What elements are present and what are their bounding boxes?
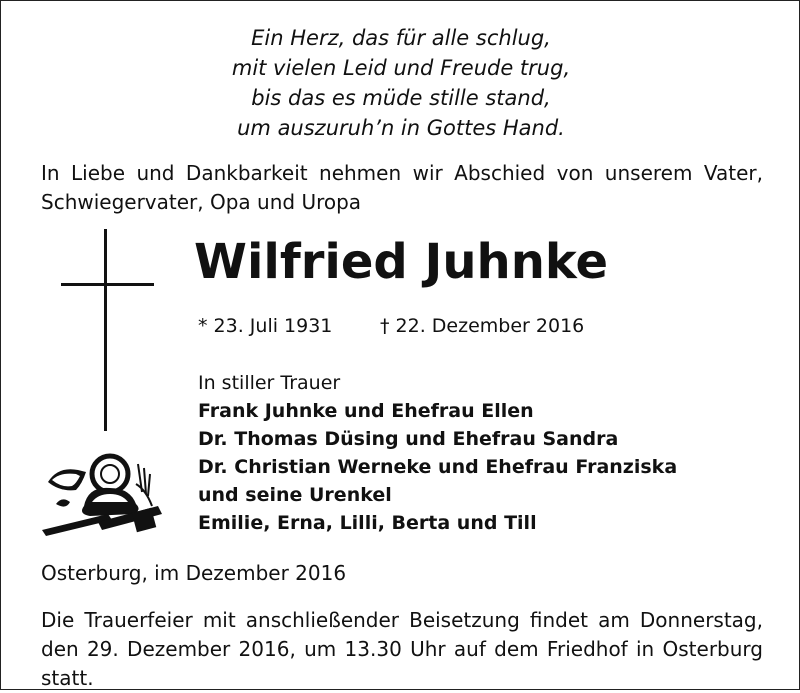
- deceased-name: Wilfried Juhnke: [194, 234, 609, 290]
- mourner-line: Frank Juhnke und Ehefrau Ellen: [198, 400, 534, 422]
- mourner-line: Dr. Thomas Düsing und Ehefrau Sandra: [198, 428, 619, 450]
- birth-date: * 23. Juli 1931: [198, 315, 333, 337]
- poem-line: mit vielen Leid und Freude trug,: [231, 56, 571, 80]
- funeral-info: Die Trauerfeier mit anschließender Beisetzung findet am Donnerstag, den 29. Dezember 2016, um 13.30 Uhr auf dem Friedhof in Osterburg statt.: [41, 608, 763, 690]
- mourner-line: Dr. Christian Werneke und Ehefrau Franziska: [198, 456, 678, 478]
- poem-line: bis das es müde stille stand,: [251, 86, 551, 110]
- mourners-heading: In stiller Trauer: [198, 372, 341, 394]
- mourner-line: Emilie, Erna, Lilli, Berta und Till: [198, 512, 537, 534]
- intro-text: In Liebe und Dankbarkeit nehmen wir Abschied von unserem Vater, Schwiegervater, Opa und Uropa: [41, 161, 763, 214]
- death-date: † 22. Dezember 2016: [380, 315, 585, 337]
- mourner-line: und seine Urenkel: [198, 484, 392, 506]
- place-date: Osterburg, im Dezember 2016: [41, 561, 347, 585]
- cross-icon: [104, 229, 107, 431]
- poem-line: Ein Herz, das für alle schlug,: [251, 26, 551, 50]
- poem: [1, 23, 800, 143]
- cross-icon-bar: [61, 283, 154, 286]
- hunting-horn-emblem-icon: [38, 444, 168, 544]
- poem-line: um auszuruh’n in Gottes Hand.: [237, 116, 565, 140]
- mourners-list: [198, 369, 677, 537]
